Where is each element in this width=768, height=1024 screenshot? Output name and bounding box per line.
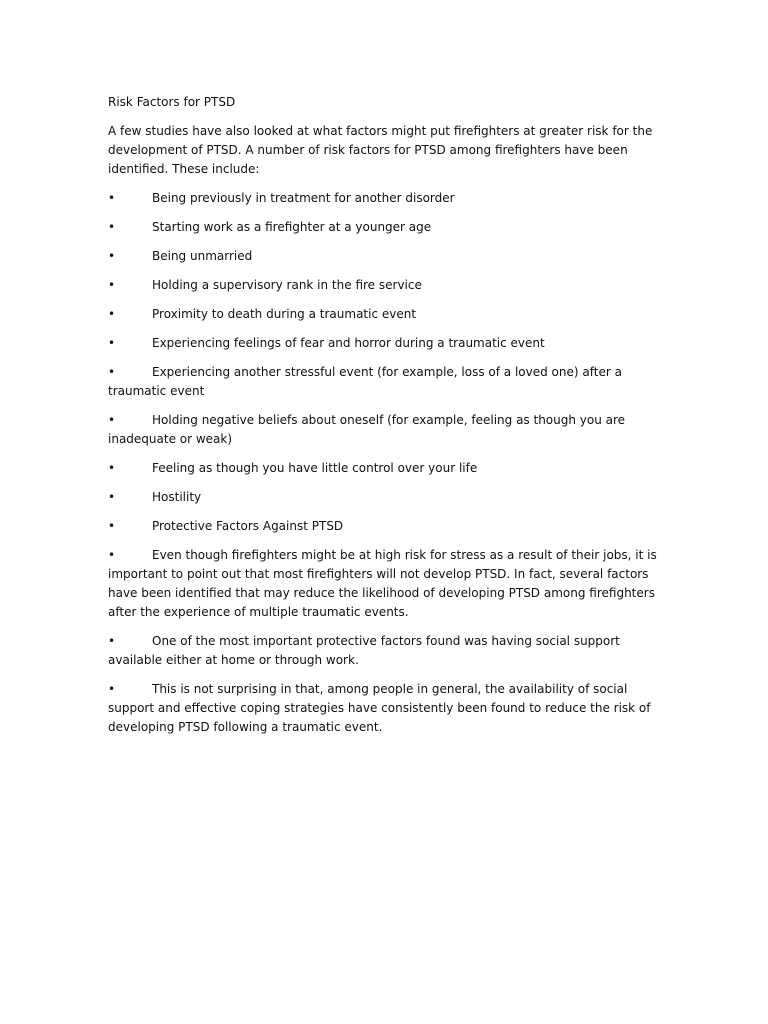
list-item	[108, 218, 660, 237]
bullet-icon: •	[108, 220, 116, 234]
list-item	[108, 189, 660, 208]
list-item-text: Holding a supervisory rank in the fire service	[152, 278, 422, 292]
list-item	[108, 305, 660, 324]
list-item	[108, 363, 660, 401]
list-item-text: Protective Factors Against PTSD	[152, 519, 344, 533]
bullet-icon: •	[108, 249, 116, 263]
list-item-text: Even though firefighters might be at high risk for stress as a result of their jobs, it is important to point out that most firefighters will not develop PTSD. In fact, several factors have been identified that may reduce the likelihood of developing PTSD among firefighters after the experience of multiple traumatic events.	[108, 548, 657, 619]
bullet-icon: •	[108, 548, 116, 562]
list-item-text: Proximity to death during a traumatic event	[152, 307, 417, 321]
bullet-icon: •	[108, 682, 116, 696]
list-item	[108, 247, 660, 266]
bullet-icon: •	[108, 278, 116, 292]
list-item-text: One of the most important protective factors found was having social support available either at home or through work.	[108, 634, 620, 667]
list-item-text: Hostility	[152, 490, 202, 504]
bullet-icon: •	[108, 413, 116, 427]
bullet-icon: •	[108, 461, 116, 475]
list-item-text: Being previously in treatment for another disorder	[152, 191, 455, 205]
list-item-text: Holding negative beliefs about oneself (for example, feeling as though you are inadequate or weak)	[108, 413, 626, 446]
bullet-icon: •	[108, 307, 116, 321]
bullet-icon: •	[108, 519, 116, 533]
list-item	[108, 517, 660, 536]
list-item	[108, 680, 660, 737]
list-item	[108, 334, 660, 353]
list-item	[108, 546, 660, 622]
list-item	[108, 632, 660, 670]
bullet-icon: •	[108, 336, 116, 350]
list-item-text: Experiencing another stressful event (for example, loss of a loved one) after a traumatic event	[108, 365, 622, 398]
list-item	[108, 488, 660, 507]
list-item	[108, 411, 660, 449]
list-item	[108, 276, 660, 295]
bullet-icon: •	[108, 191, 116, 205]
list-item-text: Experiencing feelings of fear and horror during a traumatic event	[152, 336, 545, 350]
bullet-icon: •	[108, 365, 116, 379]
document-title: Risk Factors for PTSD	[108, 95, 236, 109]
bullet-icon: •	[108, 634, 116, 648]
list-item-text: This is not surprising in that, among people in general, the availability of social support and effective coping strategies have consistently been found to reduce the risk of developing PTSD following a traumatic event.	[108, 682, 651, 734]
list-item-text: Being unmarried	[152, 249, 253, 263]
bullet-icon: •	[108, 490, 116, 504]
intro-paragraph: A few studies have also looked at what factors might put firefighters at greater risk for the development of PTSD. A number of risk factors for PTSD among firefighters have been identified. These include:	[108, 124, 653, 176]
list-item-text: Starting work as a firefighter at a younger age	[152, 220, 432, 234]
list-item-text: Feeling as though you have little control over your life	[152, 461, 478, 475]
list-item	[108, 459, 660, 478]
document-content	[108, 93, 660, 747]
